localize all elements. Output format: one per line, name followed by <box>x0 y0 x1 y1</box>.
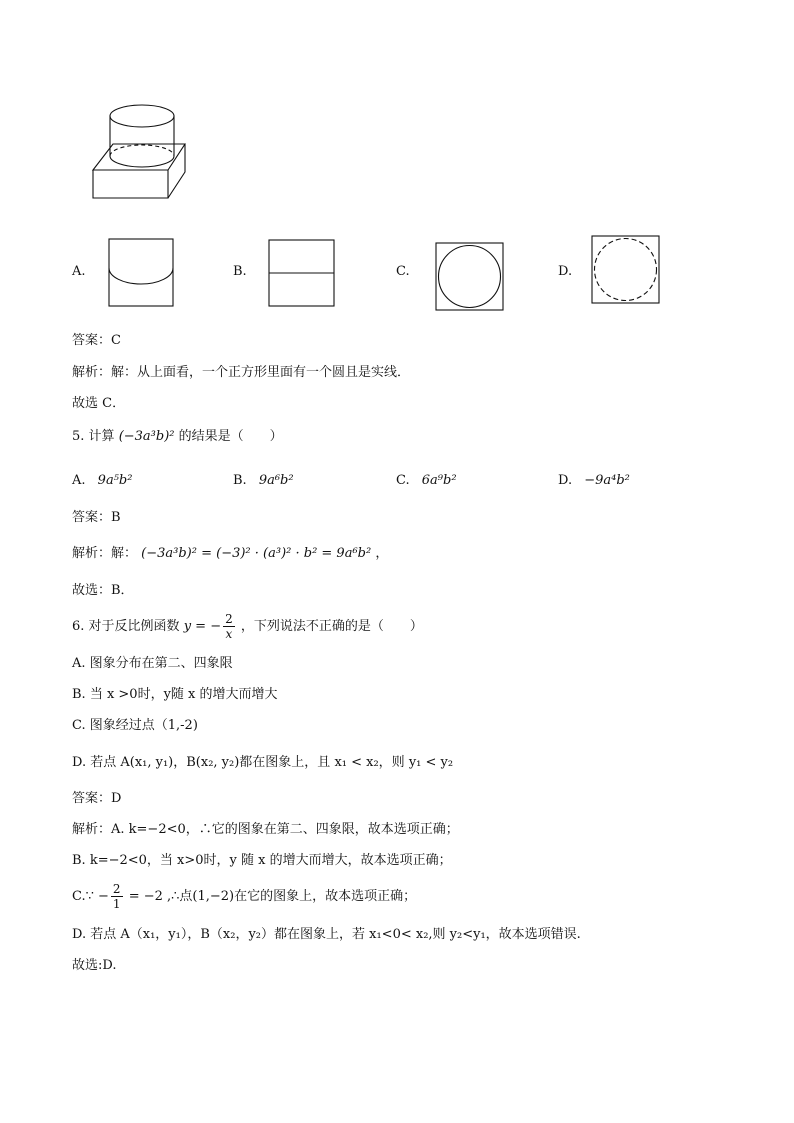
q4-analysis: 解析：解：从上面看，一个正方形里面有一个圆且是实线． <box>72 365 411 380</box>
q6-stem-fraction <box>223 612 235 641</box>
q6-option-b: B. 当 x >0时，y随 x 的增大而增大 <box>72 687 278 702</box>
q5-option-a <box>72 472 132 490</box>
q6-option-c: C. 图象经过点（1,-2) <box>72 718 198 733</box>
q6-analysis-c-prefix: C.∵ − <box>72 889 109 904</box>
q6-option-a: A. 图象分布在第二、四象限 <box>72 656 233 671</box>
q5-option-c-expr: 6a⁹b² <box>421 473 457 488</box>
q5-stem-prefix: 5. 计算 <box>72 429 115 444</box>
option-d-figure <box>591 235 661 305</box>
q6-stem-prefix: 6. 对于反比例函数 <box>72 619 180 634</box>
option-d-label: D. <box>558 264 573 279</box>
q5-option-d-label: D. <box>558 473 573 488</box>
q6-answer: 答案：D <box>72 791 122 806</box>
q5-stem <box>72 428 283 446</box>
q5-answer: 答案：B <box>72 510 121 525</box>
q5-option-d-expr: −9a⁴b² <box>584 473 630 488</box>
q5-analysis-expression: (−3a³b)² = (−3)² · (a³)² · b² = 9a⁶b² <box>141 546 372 561</box>
q5-option-a-label: A. <box>72 473 86 488</box>
solid-figure <box>88 98 198 203</box>
q4-answer: 答案：C <box>72 333 121 348</box>
option-c-label: C. <box>396 264 410 279</box>
q5-option-d <box>558 472 630 490</box>
option-b-label: B. <box>233 264 247 279</box>
q6-analysis-c-denominator: 1 <box>112 897 121 911</box>
q6-conclusion: 故选:D. <box>72 958 117 973</box>
q6-analysis-c-fraction <box>111 882 123 911</box>
q5-analysis-suffix: ， <box>375 546 389 561</box>
q5-analysis-prefix: 解析：解： <box>72 546 138 561</box>
q6-option-d: D. 若点 A(x₁, y₁)，B(x₂, y₂)都在图象上，且 x₁ < x₂，则 y₁ < y₂ <box>72 755 454 770</box>
option-a-figure <box>108 238 174 308</box>
q5-option-c <box>396 472 457 490</box>
q6-analysis-c-numerator: 2 <box>112 882 121 896</box>
q5-option-b-label: B. <box>233 473 247 488</box>
q6-analysis-d: D. 若点 A（x₁，y₁），B（x₂，y₂）都在图象上，若 x₁<0< x₂,则 y₂<y₁，故本选项错误. <box>72 927 581 942</box>
q6-stem <box>72 612 423 642</box>
q5-option-c-label: C. <box>396 473 410 488</box>
q5-stem-expression: (−3a³b)² <box>118 429 175 444</box>
q6-analysis-a: 解析：A. k=−2<0，∴它的图象在第二、四象限，故本选项正确； <box>72 822 459 837</box>
q5-conclusion: 故选：B． <box>72 583 134 598</box>
q5-stem-suffix: 的结果是（ ） <box>178 429 283 444</box>
option-b-figure <box>268 239 336 309</box>
q6-analysis-c <box>72 882 416 912</box>
q5-option-a-expr: 9a⁵b² <box>97 473 133 488</box>
q6-analysis-c-suffix: = −2 ,∴点(1,−2)在它的图象上，故本选项正确； <box>124 889 417 904</box>
q4-conclusion: 故选 C． <box>72 396 126 411</box>
q6-stem-fraction-denominator: x <box>225 627 233 641</box>
q5-option-b-expr: 9a⁶b² <box>258 473 294 488</box>
q6-stem-function-lhs: y = − <box>183 619 222 634</box>
option-a-label: A. <box>72 264 86 279</box>
q5-option-b <box>233 472 294 490</box>
q5-analysis <box>72 545 388 563</box>
option-c-figure <box>435 242 505 312</box>
q6-stem-suffix: ，下列说法不正确的是（ ） <box>240 619 423 634</box>
q6-stem-fraction-numerator: 2 <box>225 612 233 626</box>
q6-analysis-b: B. k=−2<0，当 x>0时，y 随 x 的增大而增大，故本选项正确； <box>72 853 452 868</box>
